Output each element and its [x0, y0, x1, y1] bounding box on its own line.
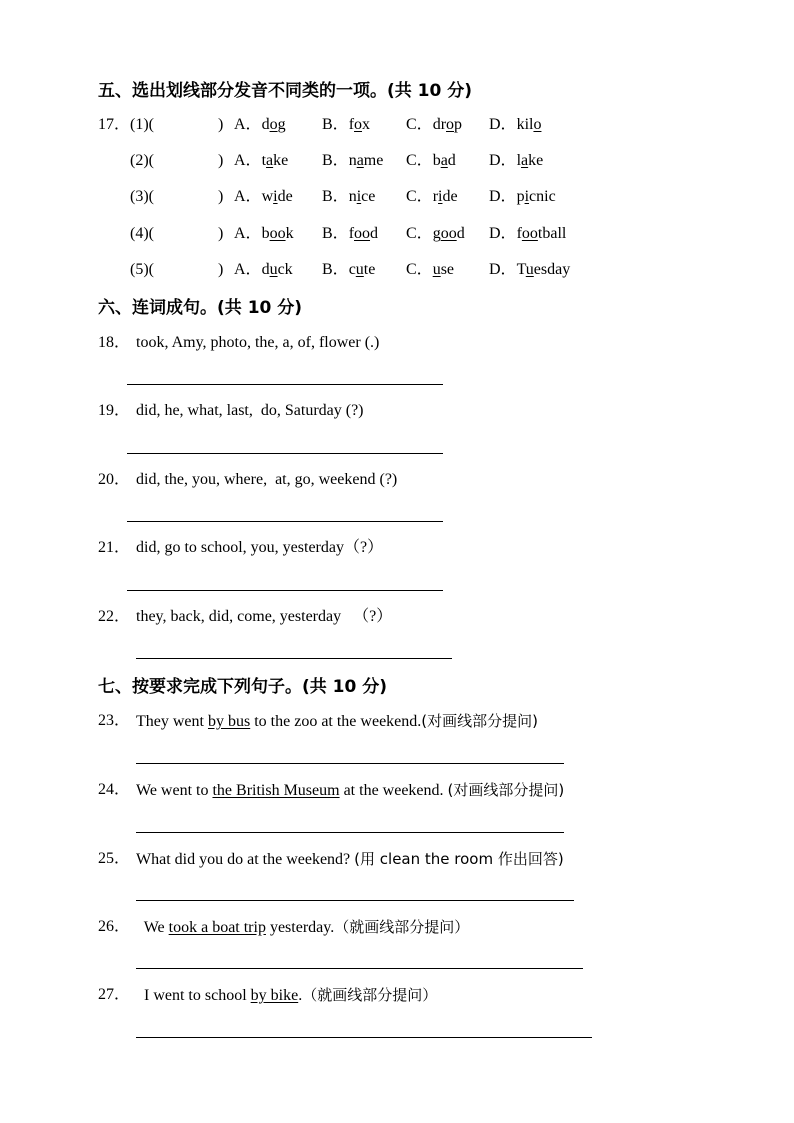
question-number: 26．	[98, 918, 131, 935]
option-b[interactable]: B．nice	[322, 188, 376, 205]
question-number: 27．	[98, 986, 131, 1003]
option-a[interactable]: A．take	[234, 152, 289, 169]
option-b[interactable]: B．name	[322, 152, 384, 169]
option-row-3	[0, 185, 794, 209]
answer-bracket-close[interactable]: )	[218, 188, 224, 205]
underlined-phrase: the British Museum	[212, 782, 340, 799]
sentence-start: We	[136, 919, 169, 936]
sub-question-number: (5)(	[130, 261, 154, 278]
section-5-title: 五、选出划线部分发音不同类的一项。(共 10 分)	[98, 81, 473, 101]
question-21	[0, 536, 794, 560]
question-26	[0, 915, 794, 939]
option-b[interactable]: B．cute	[322, 261, 376, 278]
option-c[interactable]: C．drop	[406, 116, 463, 133]
question-19	[0, 399, 794, 423]
question-number: 24．	[98, 781, 131, 798]
instruction-note: (对画线部分提问)	[421, 712, 538, 730]
answer-line[interactable]	[136, 763, 564, 764]
underlined-phrase: took a boat trip	[168, 919, 266, 936]
sub-question-number: (1)(	[130, 116, 154, 133]
answer-line[interactable]	[136, 832, 564, 833]
answer-bracket-close[interactable]: )	[218, 152, 224, 169]
answer-line[interactable]	[127, 453, 443, 454]
option-c[interactable]: C．good	[406, 225, 465, 242]
section-6-title: 六、连词成句。(共 10 分)	[98, 298, 303, 318]
question-text	[136, 847, 564, 872]
answer-bracket-close[interactable]: )	[218, 225, 224, 242]
sentence-end: yesterday.	[265, 919, 335, 936]
question-text: did, he, what, last, do, Saturday (?)	[136, 402, 364, 419]
option-c[interactable]: C．bad	[406, 152, 456, 169]
option-a[interactable]: A．wide	[234, 188, 293, 205]
answer-line[interactable]	[127, 521, 443, 522]
answer-bracket-close[interactable]: )	[218, 116, 224, 133]
question-27	[0, 983, 794, 1007]
answer-line[interactable]	[127, 384, 443, 385]
answer-line[interactable]	[136, 1037, 592, 1038]
option-c[interactable]: C．use	[406, 261, 455, 278]
option-a[interactable]: A．duck	[234, 261, 293, 278]
sentence-end: .	[298, 987, 303, 1004]
question-number: 20．	[98, 471, 131, 488]
question-text	[136, 915, 469, 940]
question-number: 19．	[98, 402, 131, 419]
sentence-end: at the weekend.	[339, 782, 448, 799]
option-a[interactable]: A．book	[234, 225, 294, 242]
question-18	[0, 331, 794, 355]
question-text: did, go to school, you, yesterday（?）	[136, 539, 384, 556]
question-text	[136, 983, 437, 1008]
question-20	[0, 468, 794, 492]
option-a[interactable]: A．dog	[234, 116, 286, 133]
sentence-end: to the zoo at the weekend.	[250, 713, 422, 730]
sentence-start: They went	[136, 713, 208, 730]
instruction-note: （就画线部分提问）	[334, 918, 470, 936]
underlined-phrase: by bike	[250, 987, 299, 1004]
option-row-5	[0, 258, 794, 282]
option-row-1	[0, 113, 794, 137]
answer-line[interactable]	[136, 658, 452, 659]
option-row-4	[0, 222, 794, 246]
question-23	[0, 709, 794, 733]
section-7-title: 七、按要求完成下列句子。(共 10 分)	[98, 677, 388, 697]
question-text: took, Amy, photo, the, a, of, flower (.)	[136, 334, 380, 351]
question-text: they, back, did, come, yesterday （?）	[136, 608, 393, 625]
question-24	[0, 778, 794, 802]
question-number: 18．	[98, 334, 131, 351]
option-d[interactable]: D．Tuesday	[489, 261, 571, 278]
sentence-start: What did you do at the weekend?	[136, 851, 355, 868]
answer-bracket-close[interactable]: )	[218, 261, 224, 278]
instruction-note: （就画线部分提问）	[302, 986, 438, 1004]
sub-question-number: (3)(	[130, 188, 154, 205]
option-d[interactable]: D．football	[489, 225, 567, 242]
option-b[interactable]: B．fox	[322, 116, 371, 133]
option-d[interactable]: D．kilo	[489, 116, 542, 133]
question-17-number: 17．	[98, 116, 131, 133]
question-22	[0, 605, 794, 629]
question-25	[0, 847, 794, 871]
sub-question-number: (2)(	[130, 152, 154, 169]
sentence-start: I went to school	[136, 987, 251, 1004]
option-d[interactable]: D．picnic	[489, 188, 556, 205]
option-row-2	[0, 149, 794, 173]
option-d[interactable]: D．lake	[489, 152, 544, 169]
sentence-start: We went to	[136, 782, 213, 799]
instruction-note: (对画线部分提问)	[447, 781, 565, 799]
answer-line[interactable]	[136, 900, 574, 901]
question-text	[136, 709, 538, 734]
sub-question-number: (4)(	[130, 225, 154, 242]
question-text	[136, 778, 564, 803]
question-number: 21．	[98, 539, 131, 556]
option-b[interactable]: B．food	[322, 225, 379, 242]
answer-line[interactable]	[127, 590, 443, 591]
question-number: 22．	[98, 608, 131, 625]
question-number: 23．	[98, 712, 131, 729]
option-c[interactable]: C．ride	[406, 188, 458, 205]
underlined-phrase: by bus	[207, 713, 251, 730]
instruction-note: (用 clean the room 作出回答)	[354, 850, 564, 868]
question-number: 25．	[98, 850, 131, 867]
answer-line[interactable]	[136, 968, 583, 969]
question-text: did, the, you, where, at, go, weekend (?)	[136, 471, 398, 488]
